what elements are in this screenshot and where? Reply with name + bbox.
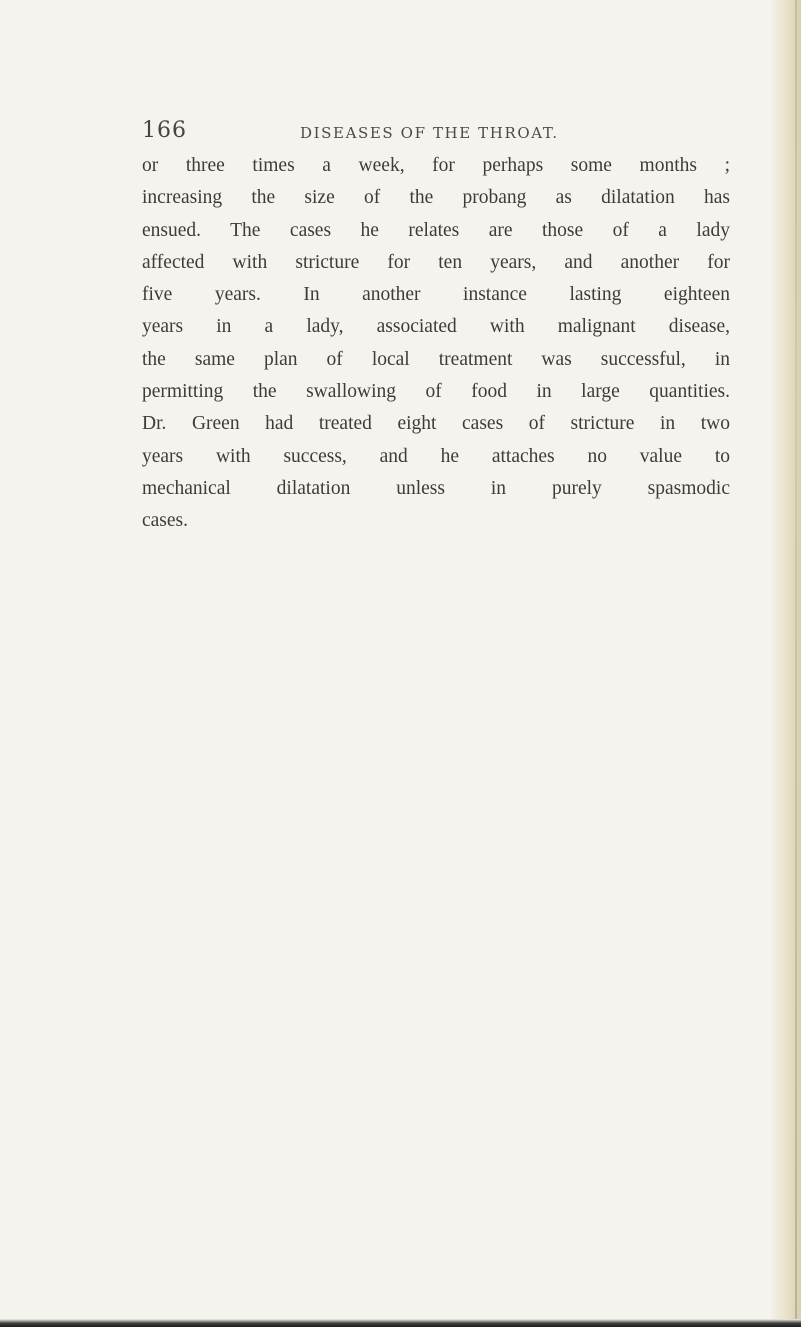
text-line: or three times a week, for perhaps some months ; <box>142 155 730 176</box>
text-line: years with success, and he attaches no value to <box>142 445 730 467</box>
text-line: five years. In another instance lasting eighteen <box>142 284 730 306</box>
running-head-title: DISEASES OF THE THROAT. <box>300 124 559 142</box>
text-line: years in a lady, associated with malignant disease, <box>142 316 730 338</box>
page-bottom-edge <box>0 1319 801 1327</box>
text-line: ensued. The cases he relates are those of a lady <box>142 219 730 241</box>
text-line: cases. <box>142 510 189 532</box>
page-edge-line <box>795 0 797 1327</box>
body-paragraph <box>142 150 730 538</box>
text-line: Dr. Green had treated eight cases of stricture in two <box>142 413 730 435</box>
text-line: the same plan of local treatment was successful, in <box>142 348 730 370</box>
text-line: affected with stricture for ten years, and another for <box>142 251 730 273</box>
text-line: mechanical dilatation unless in purely spasmodic <box>142 477 730 499</box>
text-line: permitting the swallowing of food in large quantities. <box>142 381 730 403</box>
text-line: increasing the size of the probang as dilatation has <box>142 187 730 209</box>
running-head <box>142 118 762 148</box>
page-number: 166 <box>142 118 187 143</box>
